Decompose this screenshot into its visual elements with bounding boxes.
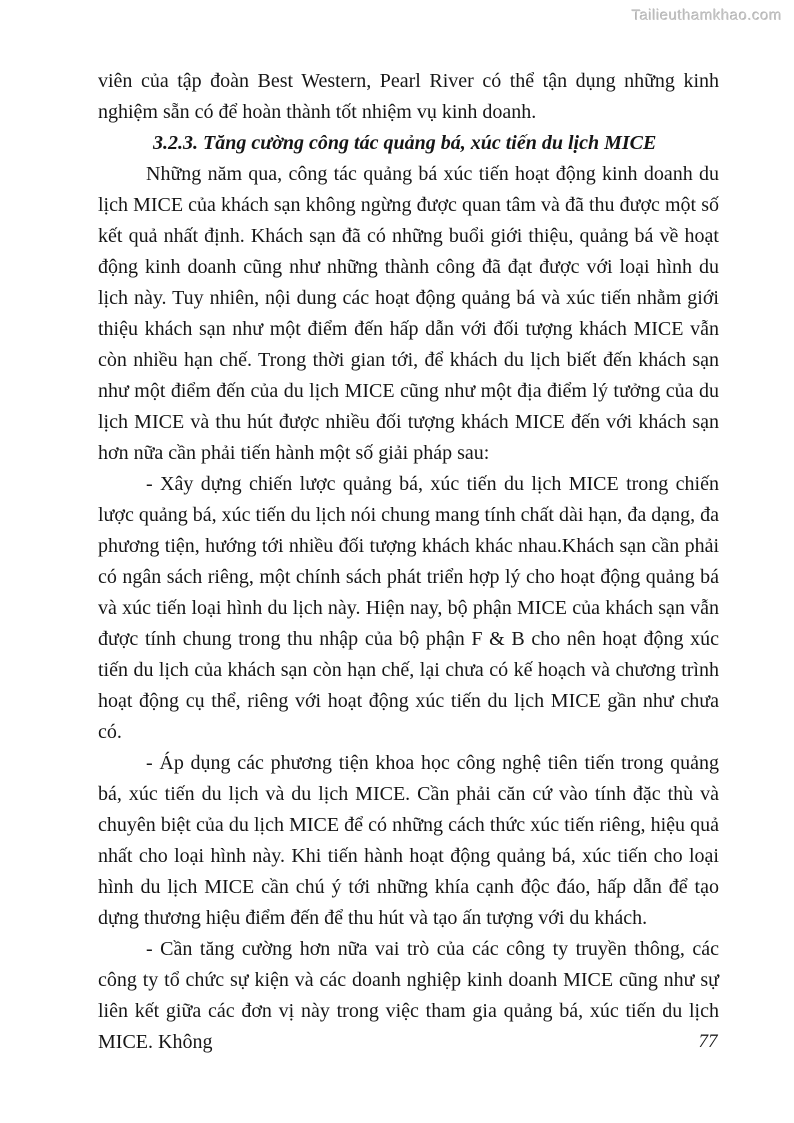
document-page-body [98, 66, 719, 1058]
paragraph: - Xây dựng chiến lược quảng bá, xúc tiến du lịch MICE trong chiến lược quảng bá, xúc tiến du lịch nói chung mang tính chất dài hạn, đa dạng, đa phương tiện, hướng tới nhiều đối tượng khách khác nhau.Khách sạn cần phải có ngân sách riêng, một chính sách phát triển hợp lý cho hoạt động quảng bá và xúc tiến loại hình du lịch này. Hiện nay, bộ phận MICE của khách sạn vẫn được tính chung trong thu nhập của bộ phận F & B cho nên hoạt động xúc tiến du lịch của khách sạn còn hạn chế, lại chưa có kế hoạch và chương trình hoạt động cụ thể, riêng với hoạt động xúc tiến du lịch MICE gần như chưa có. [98, 473, 719, 743]
paragraph: Những năm qua, công tác quảng bá xúc tiến hoạt động kinh doanh du lịch MICE của khách sạn không ngừng được quan tâm và đã thu được một số kết quả nhất định. Khách sạn đã có những buổi giới thiệu, quảng bá về hoạt động kinh doanh cũng như những thành công đã đạt được với loại hình du lịch này. Tuy nhiên, nội dung các hoạt động quảng bá và xúc tiến nhằm giới thiệu khách sạn như một điểm đến hấp dẫn với đối tượng khách MICE vẫn còn nhiều hạn chế. Trong thời gian tới, để khách du lịch biết đến khách sạn như một điểm đến của du lịch MICE cũng như một địa điểm lý tưởng của du lịch MICE và thu hút được nhiều đối tượng khách MICE đến với khách sạn hơn nữa cần phải tiến hành một số giải pháp sau: [98, 163, 719, 464]
page-number: 77 [698, 1031, 718, 1052]
paragraph: - Cần tăng cường hơn nữa vai trò của các công ty truyền thông, các công ty tổ chức sự kiện và các doanh nghiệp kinh doanh MICE cũng như sự liên kết giữa các đơn vị này trong việc tham gia quảng bá, xúc tiến du lịch MICE. Không [98, 938, 719, 1053]
paragraph: - Áp dụng các phương tiện khoa học công nghệ tiên tiến trong quảng bá, xúc tiến du lịch và du lịch MICE. Cần phải căn cứ vào tính đặc thù và chuyên biệt của du lịch MICE để có những cách thức xúc tiến riêng, hiệu quả nhất cho loại hình này. Khi tiến hành hoạt động quảng bá, xúc tiến cho loại hình du lịch MICE cần chú ý tới những khía cạnh độc đáo, hấp dẫn để tạo dựng thương hiệu điểm đến để thu hút và tạo ấn tượng với du khách. [98, 752, 719, 929]
section-heading: 3.2.3. Tăng cường công tác quảng bá, xúc tiến du lịch MICE [153, 132, 657, 154]
watermark-text: Tailieuthamkhao.com [631, 7, 782, 24]
paragraph-continuation: viên của tập đoàn Best Western, Pearl River có thể tận dụng những kinh nghiệm sẵn có để hoàn thành tốt nhiệm vụ kinh doanh. [98, 70, 719, 123]
